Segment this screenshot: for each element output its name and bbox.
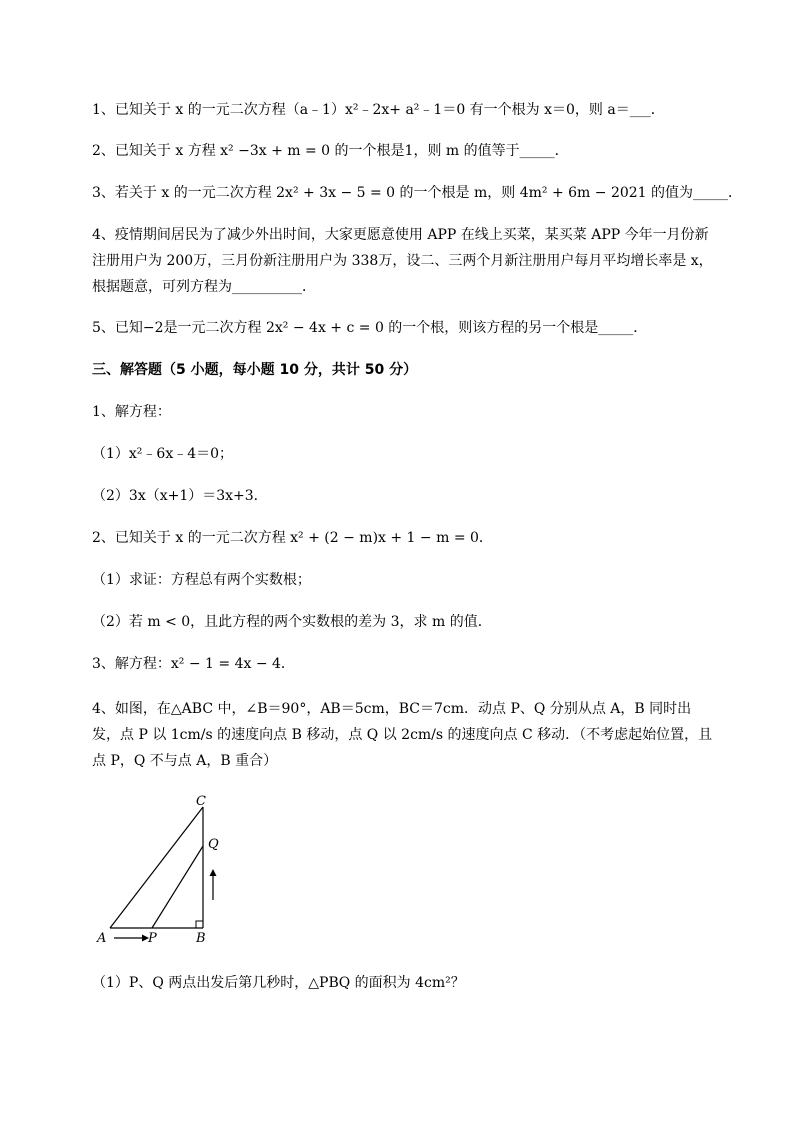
label-q: Q bbox=[208, 837, 219, 852]
problem-1-title: 1、解方程： bbox=[92, 404, 171, 420]
problem-4-text: 4、如图，在△ABC 中，∠B＝90°，AB＝5cm，BC＝7cm．动点 P、Q 分别从点 A，B 同时出发，点 P 以 1cm/s 的速度向点 B 移动，点 Q 以 2cm/s 的速度向点 C 移动．（不考虑起始位置，且点 P，Q 不与点 A，B 重合） bbox=[92, 701, 713, 769]
triangle-diagram bbox=[92, 788, 232, 948]
label-p: P bbox=[148, 931, 157, 946]
label-b: B bbox=[196, 931, 206, 946]
fill-in-question-2: 2、已知关于 x 方程 x² −3x + m = 0 的一个根是1，则 m 的值等于_____． bbox=[92, 143, 569, 159]
problem-2-part-a: （1）求证：方程总有两个实数根； bbox=[92, 572, 311, 588]
problem-2-title: 2、已知关于 x 的一元二次方程 x² + (2 − m)x + 1 − m = 0． bbox=[92, 530, 493, 546]
fill-in-question-1: 1、已知关于 x 的一元二次方程（a﹣1）x²﹣2x+ a²﹣1＝0 有一个根为 x＝0，则 a＝___． bbox=[92, 102, 665, 118]
problem-3-title: 3、解方程：x² − 1 = 4x − 4． bbox=[92, 656, 295, 672]
triangle-figure bbox=[92, 788, 232, 948]
problem-4-question-1: （1）P、Q 两点出发后第几秒时，△PBQ 的面积为 4cm²？ bbox=[92, 975, 465, 991]
arrow-up-icon bbox=[210, 869, 217, 876]
segment-pq bbox=[152, 846, 203, 928]
problem-1-part-a: （1）x²﹣6x﹣4＝0； bbox=[92, 446, 234, 462]
fill-in-question-3: 3、若关于 x 的一元二次方程 2x² + 3x − 5 = 0 的一个根是 m，则 4m² + 6m − 2021 的值为_____． bbox=[92, 185, 743, 201]
label-a: A bbox=[97, 931, 107, 946]
label-c: C bbox=[196, 794, 206, 809]
fill-in-question-4: 4、疫情期间居民为了减少外出时间，大家更愿意使用 APP 在线上买菜，某买菜 APP 今年一月份新注册用户为 200万，三月份新注册用户为 338万，设二、三两个月新注册用户每月平均增长率是 x，根据题意，可列方程为__________． bbox=[92, 227, 713, 295]
right-angle-mark bbox=[196, 921, 203, 928]
problem-1-part-b: （2）3x（x+1）＝3x+3． bbox=[92, 488, 268, 504]
fill-in-question-5: 5、已知−2是一元二次方程 2x² − 4x + c = 0 的一个根，则该方程的另一个根是_____． bbox=[92, 320, 648, 336]
problem-2-part-b: （2）若 m < 0，且此方程的两个实数根的差为 3，求 m 的值． bbox=[92, 614, 492, 630]
section-heading: 三、解答题（5 小题，每小题 10 分，共计 50 分） bbox=[92, 362, 418, 378]
